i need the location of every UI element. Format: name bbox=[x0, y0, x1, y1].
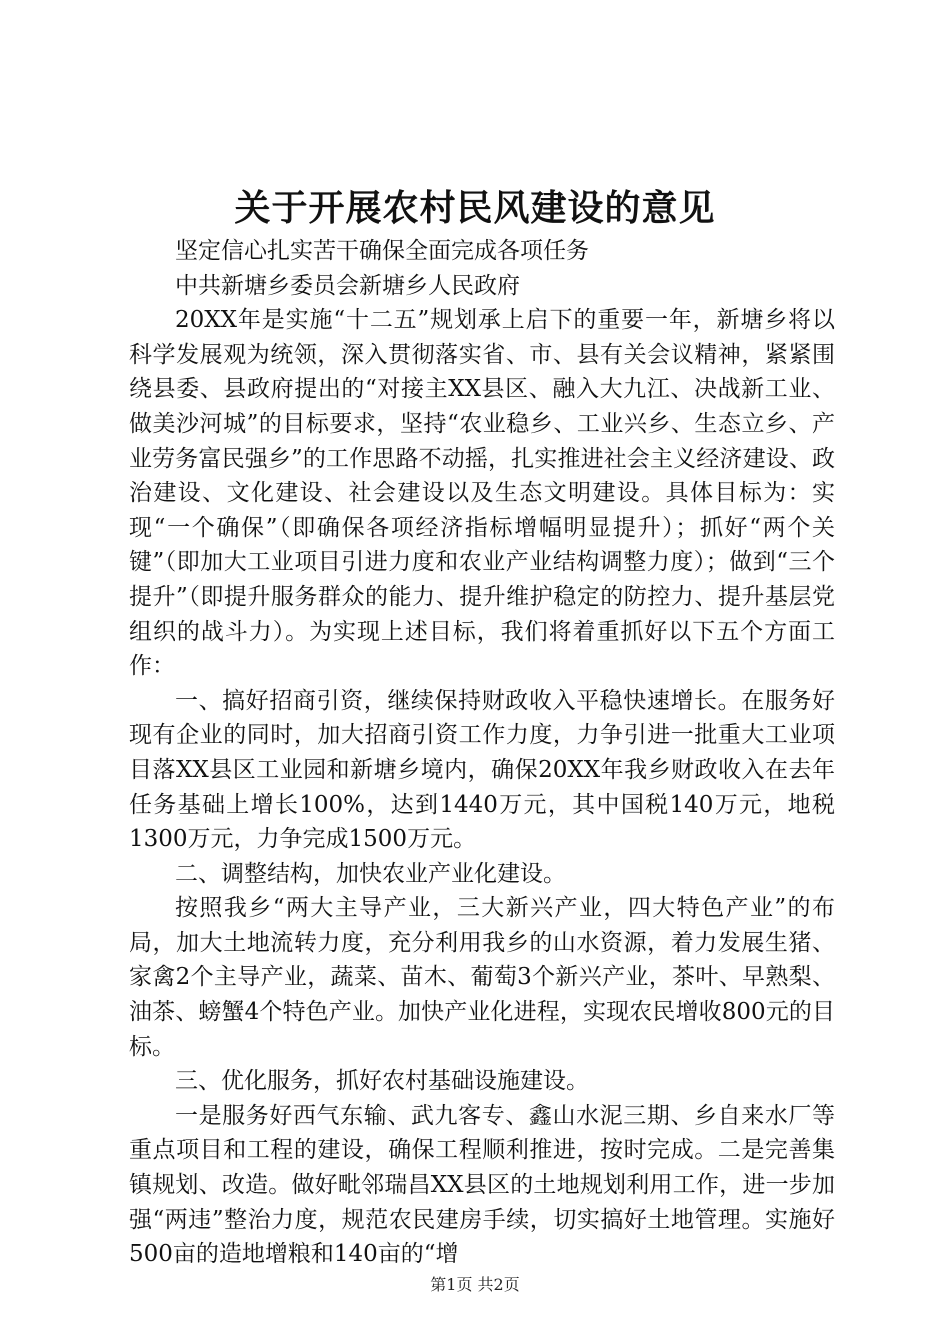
paragraph-section-1: 一、搞好招商引资，继续保持财政收入平稳快速增长。在服务好现有企业的同时，加大招商引资工作力度，力争引进一批重大工业项目落XX县区工业园和新塘乡境内，确保20XX年我乡财政收入在去年任务基础上增长100%，达到1440万元，其中国税140万元，地税1300万元，力争完成1500万元。 bbox=[129, 687, 835, 853]
document-body bbox=[129, 234, 835, 1272]
heading-section-3: 三、优化服务，抓好农村基础设施建设。 bbox=[175, 1068, 589, 1095]
page-footer: 第1页 共2页 bbox=[430, 1275, 520, 1294]
issuer-line: 中共新塘乡委员会新塘乡人民政府 bbox=[175, 272, 520, 299]
paragraph-section-3: 一是服务好西气东输、武九客专、鑫山水泥三期、乡自来水厂等重点项目和工程的建设，确保工程顺利推进，按时完成。二是完善集镇规划、改造。做好毗邻瑞昌XX县区的土地规划利用工作，进一步加强“两违”整治力度，规范农民建房手续，切实搞好土地管理。实施好500亩的造地增粮和140亩的“增 bbox=[129, 1102, 835, 1268]
paragraph-intro: 20XX年是实施“十二五”规划承上启下的重要一年，新塘乡将以科学发展观为统领，深入贯彻落实省、市、县有关会议精神，紧紧围绕县委、县政府提出的“对接主XX县区、融入大九江、决战新工业、做美沙河城”的目标要求，坚持“农业稳乡、工业兴乡、生态立乡、产业劳务富民强乡”的工作思路不动摇，扎实推进社会主义经济建设、政治建设、文化建设、社会建设以及生态文明建设。具体目标为：实现“一个确保”（即确保各项经济指标增幅明显提升）；抓好“两个关键”（即加大工业项目引进力度和农业产业结构调整力度）；做到“三个提升”（即提升服务群众的能力、提升维护稳定的防控力、提升基层党组织的战斗力）。为实现上述目标，我们将着重抓好以下五个方面工作： bbox=[129, 307, 835, 680]
heading-section-2: 二、调整结构，加快农业产业化建设。 bbox=[175, 860, 566, 887]
document-title: 关于开展农村民风建设的意见 bbox=[234, 187, 716, 229]
subtitle-line: 坚定信心扎实苦干确保全面完成各项任务 bbox=[175, 238, 589, 264]
paragraph-section-2: 按照我乡“两大主导产业，三大新兴产业，四大特色产业”的布局，加大土地流转力度，充分利用我乡的山水资源，着力发展生猪、家禽2个主导产业，蔬菜、苗木、葡萄3个新兴产业，茶叶、早熟梨、油茶、螃蟹4个特色产业。加快产业化进程，实现农民增收800元的目标。 bbox=[129, 895, 835, 1060]
